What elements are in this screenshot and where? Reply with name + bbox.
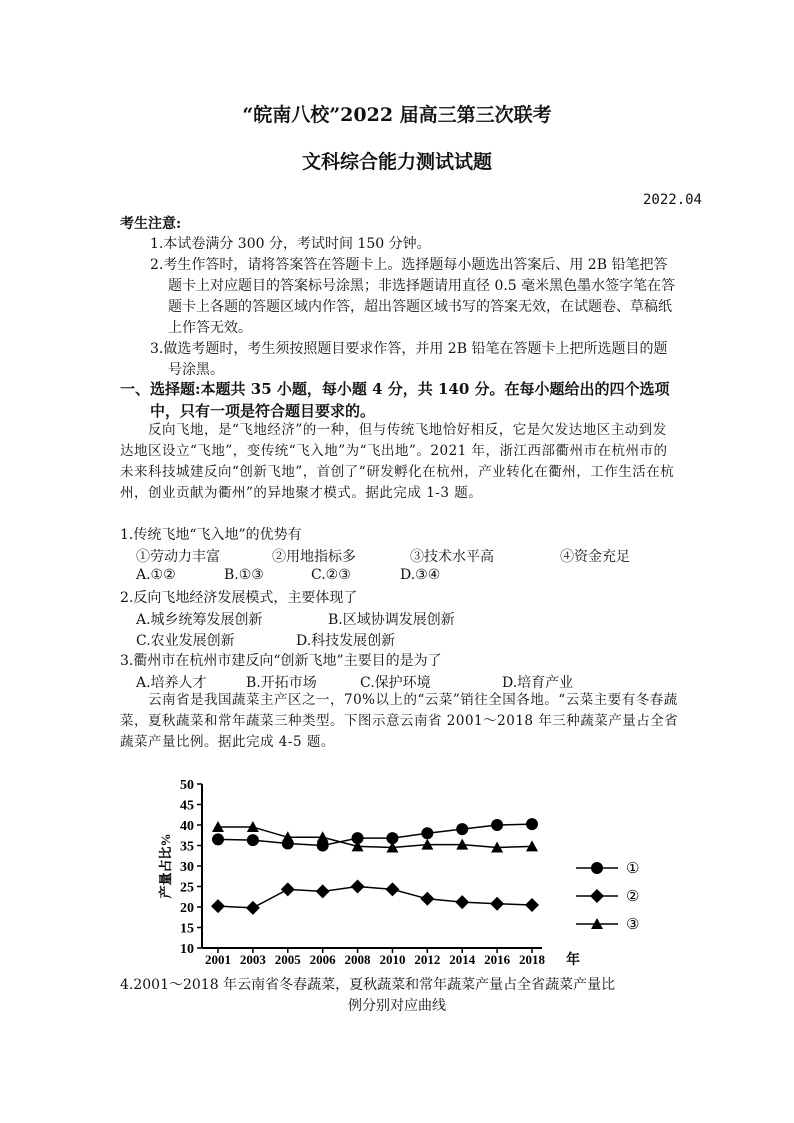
- series-line-2: [218, 887, 532, 908]
- y-tick-label: 35: [180, 839, 194, 855]
- x-axis-label: 年: [566, 953, 580, 968]
- section-line2: 中，只有一项是符合题目要求的。: [150, 402, 376, 420]
- x-tick-label: 2014: [449, 952, 476, 967]
- q1-item: ②用地指标多: [272, 549, 356, 565]
- data-point-diamond: [281, 882, 295, 896]
- legend-label: ①: [626, 861, 640, 877]
- q3-option-a[interactable]: A.培养人才: [136, 675, 207, 691]
- data-point-circle: [591, 862, 603, 874]
- notice-heading: 考生注意:: [120, 216, 182, 232]
- section-line1: 一、选择题:本题共 35 小题，每小题 4 分，共 140 分。在每小题给出的四个选项: [120, 380, 670, 398]
- data-point-diamond: [420, 892, 434, 906]
- passage-yunnan-vegetables: 云南省是我国蔬菜主产区之一，70%以上的“云菜”销往全国各地。“云菜主要有冬春蔬菜，夏秋蔬菜和常年蔬菜三种类型。下图示意云南省 2001～2018 年三种蔬菜产量占全省蔬菜产量比例。据此完成 4-5 题。: [120, 692, 679, 750]
- q1-item: ①劳动力丰富: [136, 549, 220, 565]
- q1-option-d[interactable]: D.③④: [400, 567, 441, 583]
- q1-option-b[interactable]: B.①③: [224, 567, 264, 583]
- q2-option-c[interactable]: C.农业发展创新: [136, 633, 235, 649]
- data-point-diamond: [316, 884, 330, 898]
- notice-item: 3.做选考题时，考生须按照题目要求作答，并用 2B 铅笔在答题卡上把所选题目的题号涂黑。: [150, 341, 668, 378]
- q1-item: ③技术水平高: [410, 549, 494, 565]
- x-tick-label: 2018: [519, 952, 545, 967]
- y-tick-label: 15: [180, 921, 194, 937]
- y-tick-label: 45: [180, 798, 194, 814]
- vegetable-share-chart: [140, 770, 660, 970]
- data-point-diamond: [385, 882, 399, 896]
- notice-item: 2.考生作答时，请将答案答在答题卡上。选择题每小题选出答案后、用 2B 铅笔把答题卡上对应题目的答案标号涂黑；非选择题请用直径 0.5 毫米黑色墨水签字笔在答题卡上各题的答题区域内作答，超出答题区域书写的答案无效，在试题卷、草稿纸上作答无效。: [150, 257, 676, 336]
- x-tick-label: 2006: [309, 952, 336, 967]
- passage-reverse-enclave: 反向飞地，是“飞地经济”的一种，但与传统飞地恰好相反，它是欠发达地区主动到发达地区设立“飞地”，变传统“飞入地”为“飞出地”。2021 年，浙江西部衢州市在杭州市的未来科技城建反向“创新飞地”，首创了“研发孵化在杭州，产业转化在衢州，工作生活在杭州，创业贡献为衢州”的异地聚才模式。据此完成 1-3 题。: [120, 422, 675, 501]
- series-line-3: [218, 827, 532, 848]
- x-tick-label: 2001: [205, 952, 231, 967]
- x-tick-label: 2005: [274, 952, 301, 967]
- data-point-diamond: [211, 899, 225, 913]
- data-point-circle: [421, 827, 433, 839]
- data-point-circle: [247, 834, 259, 846]
- q3-option-b[interactable]: B.开拓市场: [246, 675, 317, 691]
- q3-option-c[interactable]: C.保护环境: [360, 675, 431, 691]
- x-tick-label: 2003: [239, 952, 266, 967]
- notice-item: 1.本试卷满分 300 分，考试时间 150 分钟。: [150, 236, 431, 252]
- section-heading: [120, 378, 680, 422]
- q1-option-c[interactable]: C.②③: [311, 567, 351, 583]
- y-tick-label: 40: [180, 819, 194, 834]
- data-point-diamond: [590, 889, 604, 903]
- data-point-diamond: [525, 898, 539, 912]
- question-2-stem: 2.反向飞地经济发展模式，主要体现了: [120, 590, 358, 606]
- exam-title: “皖南八校”2022 届高三第三次联考: [242, 104, 552, 126]
- data-point-diamond: [351, 880, 365, 894]
- question-3-stem: 3.衢州市在杭州市建反向“创新飞地”主要目的是为了: [120, 653, 442, 669]
- exam-subtitle: 文科综合能力测试试题: [301, 151, 492, 173]
- series-line-1: [218, 824, 532, 845]
- notice-list: [150, 234, 680, 381]
- data-point-diamond: [490, 897, 504, 911]
- x-tick-label: 2008: [344, 952, 371, 967]
- question-4-stem: 4.2001～2018 年云南省冬春蔬菜，夏秋蔬菜和常年蔬菜产量占全省蔬菜产量比: [120, 977, 616, 993]
- y-tick-label: 50: [180, 778, 194, 793]
- question-1-stem: 1.传统飞地“飞入地”的优势有: [120, 527, 302, 543]
- q1-item: ④资金充足: [560, 549, 630, 565]
- q2-option-a[interactable]: A.城乡统筹发展创新: [136, 612, 263, 628]
- legend-label: ③: [626, 917, 640, 933]
- data-point-circle: [212, 833, 224, 845]
- data-point-diamond: [246, 901, 260, 915]
- exam-date: 2022.04: [642, 192, 702, 208]
- q3-option-d[interactable]: D.培育产业: [502, 675, 574, 691]
- y-tick-label: 25: [180, 880, 194, 896]
- q1-option-a[interactable]: A.①②: [136, 567, 176, 583]
- q2-option-d[interactable]: D.科技发展创新: [296, 633, 396, 649]
- y-tick-label: 20: [180, 901, 194, 916]
- y-tick-label: 10: [180, 942, 194, 957]
- data-point-circle: [491, 819, 503, 831]
- data-point-circle: [526, 818, 538, 830]
- x-tick-label: 2010: [379, 952, 406, 967]
- y-axis-label: 产量占比%: [158, 833, 173, 899]
- x-tick-label: 2016: [484, 952, 511, 967]
- q2-option-b[interactable]: B.区域协调发展创新: [328, 612, 455, 628]
- legend-label: ②: [626, 889, 640, 905]
- x-tick-label: 2012: [414, 952, 441, 967]
- data-point-circle: [456, 823, 468, 835]
- data-point-diamond: [455, 895, 469, 909]
- question-4-stem-cont: 例分别对应曲线: [348, 998, 446, 1014]
- y-tick-label: 30: [180, 860, 194, 875]
